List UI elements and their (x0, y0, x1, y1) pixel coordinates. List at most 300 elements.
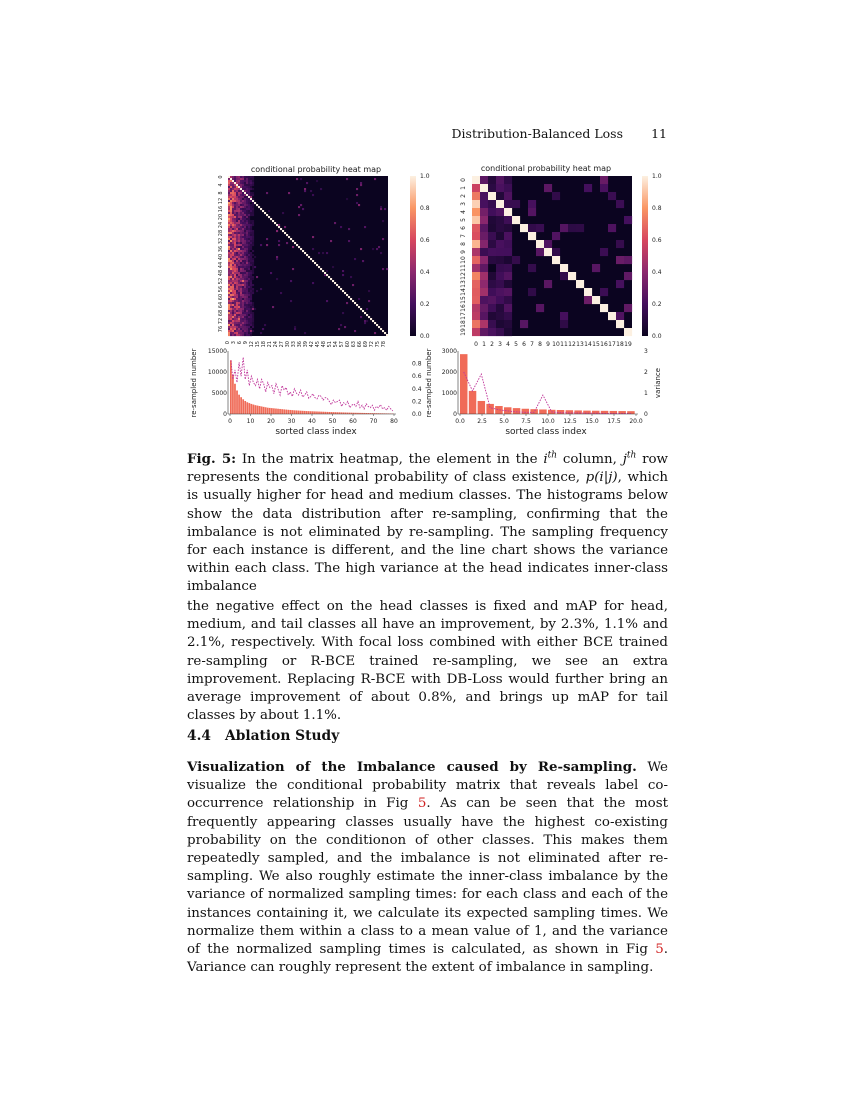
heatmap-cell (232, 242, 234, 244)
right-y-tick-label: 2 (644, 369, 648, 376)
heatmap-cell (244, 250, 246, 252)
heatmap-x-tick: 36 (297, 341, 303, 348)
heatmap-cell (234, 300, 236, 302)
heatmap-cell (248, 236, 250, 238)
heatmap-cell (238, 248, 240, 250)
heatmap-cell (236, 238, 238, 240)
heatmap-cell (232, 248, 234, 250)
heatmap-cell (236, 216, 238, 218)
heatmap-cell (250, 262, 252, 264)
heatmap-cell (230, 326, 232, 328)
heatmap-cell (248, 202, 250, 204)
heatmap-cell (256, 290, 258, 292)
heatmap-y-tick: 7 (460, 234, 467, 238)
figure-5 (0, 0, 850, 440)
y-tick-label: 5000 (211, 390, 227, 397)
heatmap-cell (240, 250, 242, 252)
heatmap-cell (236, 210, 238, 212)
heatmap-cell (248, 252, 250, 254)
heatmap-cell (246, 266, 248, 268)
heatmap-cell (230, 230, 232, 232)
heatmap-cell (488, 248, 496, 256)
heatmap-cell (242, 224, 244, 226)
heatmap-cell (236, 304, 238, 306)
heatmap-cell (242, 258, 244, 260)
heatmap-cell (472, 208, 480, 216)
heatmap-y-tick: 12 (460, 272, 467, 280)
heatmap-cell (342, 274, 344, 276)
heatmap-cell (242, 228, 244, 230)
heatmap-cell (228, 200, 230, 202)
heatmap-cell (244, 294, 246, 296)
heatmap-cell (350, 298, 352, 300)
heatmap-cell (228, 192, 230, 194)
heatmap-cell (234, 288, 236, 290)
heatmap-cell (480, 296, 488, 304)
heatmap-cell (228, 250, 230, 252)
heatmap-cell (250, 306, 252, 308)
heatmap-cell (228, 178, 230, 180)
heatmap-cell (230, 188, 232, 190)
heatmap-cell (312, 260, 314, 262)
heatmap-cell (238, 188, 240, 190)
heatmap-cell (252, 242, 254, 244)
heatmap-cell (236, 226, 238, 228)
heatmap-cell (230, 272, 232, 274)
heatmap-cell (624, 256, 632, 264)
heatmap-cell (244, 230, 246, 232)
heatmap-cell (246, 230, 248, 232)
right-y-tick-label: 0.6 (412, 373, 422, 381)
heatmap-x-tick: 27 (279, 341, 285, 348)
heatmap-cell (250, 212, 252, 214)
heatmap-cell (338, 286, 340, 288)
heatmap-cell (240, 324, 242, 326)
heatmap-cell (480, 256, 488, 264)
heatmap-cell (234, 248, 236, 250)
heatmap-cell (236, 268, 238, 270)
heatmap-cell (228, 260, 230, 262)
heatmap-cell (240, 178, 242, 180)
histogram-bar (513, 408, 520, 414)
heatmap-cell (228, 232, 230, 234)
heatmap-cell (326, 270, 328, 272)
heatmap-y-tick: 40 (218, 253, 224, 261)
heatmap-cell (236, 266, 238, 268)
right-histogram-y-ticks (442, 348, 457, 418)
heatmap-cell (246, 224, 248, 226)
heatmap-cell (272, 220, 274, 222)
heatmap-cell (238, 238, 240, 240)
heatmap-cell (234, 234, 236, 236)
heatmap-cell (240, 262, 242, 264)
heatmap-y-tick: 3 (460, 202, 467, 206)
heatmap-cell (244, 316, 246, 318)
heatmap-cell (240, 306, 242, 308)
heatmap-cell (308, 256, 310, 258)
heatmap-cell (230, 180, 232, 182)
heatmap-cell (228, 334, 230, 336)
heatmap-cell (242, 286, 244, 288)
heatmap-cell (246, 322, 248, 324)
heatmap-cell (234, 276, 236, 278)
heatmap-cell (232, 190, 234, 192)
heatmap-y-tick: 17 (460, 312, 467, 320)
heatmap-cell (238, 178, 240, 180)
heatmap-cell (248, 232, 250, 234)
left-heatmap-cells (228, 176, 388, 336)
heatmap-cell (246, 260, 248, 262)
heatmap-cell (238, 194, 240, 196)
heatmap-cell (320, 268, 322, 270)
heatmap-cell (234, 194, 236, 196)
heatmap-cell (244, 318, 246, 320)
heatmap-cell (242, 238, 244, 240)
heatmap-cell (488, 192, 496, 200)
heatmap-cell (236, 286, 238, 288)
heatmap-cell (236, 246, 238, 248)
heatmap-cell (504, 232, 512, 240)
heatmap-cell (238, 224, 240, 226)
heatmap-cell (248, 278, 250, 280)
heatmap-cell (338, 328, 340, 330)
heatmap-cell (234, 220, 236, 222)
heatmap-cell (234, 260, 236, 262)
heatmap-cell (232, 226, 234, 228)
heatmap-cell (232, 312, 234, 314)
histogram-bar (469, 391, 476, 414)
heatmap-cell (242, 204, 244, 206)
heatmap-cell (240, 176, 242, 178)
heatmap-cell (252, 184, 254, 186)
heatmap-cell (246, 218, 248, 220)
heatmap-cell (238, 204, 240, 206)
heatmap-cell (230, 302, 232, 304)
heatmap-cell (230, 200, 232, 202)
heatmap-cell (238, 310, 240, 312)
y-tick-label: 3000 (441, 348, 457, 355)
heatmap-cell (230, 186, 232, 188)
heatmap-cell (240, 242, 242, 244)
heatmap-cell (238, 186, 240, 188)
heatmap-cell (250, 322, 252, 324)
page-number: 11 (651, 126, 667, 141)
heatmap-cell (382, 330, 384, 332)
right-y-tick-label: 0.8 (412, 360, 422, 368)
heatmap-cell (252, 276, 254, 278)
histogram-bar (557, 410, 564, 414)
figure-ref-link[interactable]: 5 (655, 942, 664, 958)
heatmap-cell (536, 240, 544, 248)
histogram-bar (244, 401, 246, 414)
heatmap-cell (248, 254, 250, 256)
heatmap-cell (236, 316, 238, 318)
heatmap-cell (248, 290, 250, 292)
heatmap-cell (228, 244, 230, 246)
heatmap-cell (234, 182, 236, 184)
heatmap-cell (230, 194, 232, 196)
heatmap-cell (248, 246, 250, 248)
heatmap-cell (254, 256, 256, 258)
heatmap-cell (254, 266, 256, 268)
heatmap-cell (244, 306, 246, 308)
heatmap-cell (294, 326, 296, 328)
heatmap-y-tick: 15 (460, 296, 467, 304)
heatmap-cell (248, 322, 250, 324)
heatmap-cell (240, 244, 242, 246)
x-tick-label: 30 (287, 418, 296, 425)
heatmap-cell (246, 210, 248, 212)
heatmap-cell (528, 224, 536, 232)
heatmap-cell (246, 184, 248, 186)
heatmap-cell (242, 300, 244, 302)
heatmap-cell (234, 244, 236, 246)
heatmap-cell (248, 268, 250, 270)
heatmap-cell (276, 230, 278, 232)
heatmap-cell (496, 256, 504, 264)
heatmap-cell (238, 328, 240, 330)
heatmap-cell (244, 246, 246, 248)
heatmap-cell (244, 332, 246, 334)
heatmap-cell (232, 322, 234, 324)
heatmap-x-tick: 24 (273, 341, 279, 348)
section-heading (187, 728, 668, 744)
heatmap-cell (248, 318, 250, 320)
heatmap-cell (236, 292, 238, 294)
heatmap-cell (250, 292, 252, 294)
heatmap-cell (246, 326, 248, 328)
heatmap-cell (504, 288, 512, 296)
heatmap-cell (232, 178, 234, 180)
right-y-tick-label: 0.4 (412, 385, 422, 393)
heatmap-cell (504, 184, 512, 192)
left-histogram-x-ticks (228, 414, 398, 425)
x-tick-label: 5.0 (499, 418, 509, 425)
heatmap-cell (282, 230, 284, 232)
heatmap-cell (496, 328, 504, 336)
heatmap-cell (236, 334, 238, 336)
heatmap-cell (252, 192, 254, 194)
heatmap-cell (240, 198, 242, 200)
heatmap-cell (246, 324, 248, 326)
heatmap-cell (276, 256, 278, 258)
histogram-bar (566, 410, 573, 414)
heatmap-y-tick: 0 (460, 178, 467, 182)
heatmap-x-tick: 78 (381, 341, 387, 348)
heatmap-cell (240, 224, 242, 226)
heatmap-cell (258, 206, 260, 208)
heatmap-cell (234, 232, 236, 234)
heatmap-cell (228, 188, 230, 190)
heatmap-cell (248, 184, 250, 186)
heatmap-x-tick: 16 (600, 341, 608, 348)
heatmap-cell (242, 222, 244, 224)
heatmap-y-tick: 32 (218, 237, 224, 245)
heatmap-cell (386, 334, 388, 336)
heatmap-cell (242, 334, 244, 336)
heatmap-cell (228, 206, 230, 208)
heatmap-cell (248, 296, 250, 298)
heatmap-cell (244, 182, 246, 184)
heatmap-cell (624, 328, 632, 336)
heatmap-cell (228, 216, 230, 218)
heatmap-cell (240, 204, 242, 206)
right-histogram-ylabel: re-sampled number (425, 348, 433, 418)
heatmap-cell (260, 208, 262, 210)
heatmap-cell (238, 250, 240, 252)
heatmap-cell (380, 208, 382, 210)
heatmap-cell (234, 206, 236, 208)
heatmap-cell (242, 268, 244, 270)
right-histogram-bars (460, 354, 635, 414)
heatmap-cell (346, 294, 348, 296)
heatmap-cell (242, 332, 244, 334)
heatmap-cell (228, 202, 230, 204)
heatmap-cell (250, 304, 252, 306)
heatmap-cell (242, 284, 244, 286)
heatmap-cell (228, 274, 230, 276)
heatmap-cell (248, 234, 250, 236)
heatmap-cell (232, 270, 234, 272)
heatmap-cell (248, 312, 250, 314)
heatmap-cell (250, 282, 252, 284)
heatmap-cell (248, 274, 250, 276)
heatmap-cell (472, 304, 480, 312)
heatmap-cell (528, 232, 536, 240)
heatmap-cell (244, 304, 246, 306)
heatmap-cell (250, 312, 252, 314)
heatmap-cell (230, 214, 232, 216)
heatmap-cell (248, 200, 250, 202)
heatmap-cell (472, 296, 480, 304)
heatmap-cell (266, 214, 268, 216)
heatmap-cell (250, 308, 252, 310)
heatmap-cell (472, 224, 480, 232)
caption-i-symbol: i (543, 452, 548, 467)
heatmap-cell (236, 296, 238, 298)
heatmap-cell (248, 304, 250, 306)
heatmap-y-tick: 1 (460, 186, 467, 190)
heatmap-cell (230, 304, 232, 306)
heatmap-cell (248, 266, 250, 268)
heatmap-cell (616, 256, 624, 264)
heatmap-cell (248, 212, 250, 214)
heatmap-cell (292, 240, 294, 242)
heatmap-cell (248, 270, 250, 272)
heatmap-cell (240, 328, 242, 330)
heatmap-x-tick: 6 (237, 341, 243, 345)
heatmap-cell (234, 180, 236, 182)
heatmap-cell (228, 284, 230, 286)
heatmap-cell (242, 290, 244, 292)
heatmap-cell (248, 190, 250, 192)
heatmap-cell (236, 214, 238, 216)
heatmap-cell (236, 320, 238, 322)
right-histogram (425, 348, 662, 437)
heatmap-cell (480, 240, 488, 248)
heatmap-cell (248, 262, 250, 264)
heatmap-cell (248, 182, 250, 184)
heatmap-cell (232, 180, 234, 182)
heatmap-cell (230, 246, 232, 248)
heatmap-cell (248, 222, 250, 224)
heatmap-cell (496, 216, 504, 224)
heatmap-cell (232, 192, 234, 194)
heatmap-cell (240, 260, 242, 262)
heatmap-cell (232, 236, 234, 238)
histogram-bar (316, 411, 318, 414)
heatmap-cell (232, 262, 234, 264)
heatmap-cell (244, 218, 246, 220)
heatmap-cell (238, 270, 240, 272)
heatmap-x-tick: 0 (225, 341, 231, 345)
section-number: 4.4 (187, 728, 212, 744)
heatmap-cell (234, 246, 236, 248)
heatmap-cell (496, 272, 504, 280)
heatmap-cell (236, 204, 238, 206)
heatmap-cell (244, 292, 246, 294)
histogram-bar (318, 412, 320, 414)
heatmap-cell (242, 226, 244, 228)
heatmap-cell (238, 200, 240, 202)
heatmap-cell (232, 204, 234, 206)
heatmap-cell (266, 192, 268, 194)
heatmap-y-tick: 28 (218, 229, 224, 237)
heatmap-cell (254, 202, 256, 204)
heatmap-cell (230, 260, 232, 262)
histogram-bar (248, 403, 250, 414)
heatmap-cell (232, 220, 234, 222)
heatmap-cell (252, 194, 254, 196)
x-tick-label: 0.0 (455, 418, 465, 425)
heatmap-cell (348, 296, 350, 298)
heatmap-cell (252, 210, 254, 212)
heatmap-cell (252, 322, 254, 324)
heatmap-cell (248, 238, 250, 240)
heatmap-cell (286, 242, 288, 244)
heatmap-cell (244, 310, 246, 312)
heatmap-x-tick: 60 (345, 341, 351, 348)
heatmap-cell (238, 280, 240, 282)
paragraph-2-text-2: . As can be seen that the most frequently appearing classes usually have the highest co-existing probability on the conditionon of other classes. This makes them repeatedly sampled, and the imbalance is not eliminated after re-sampling. We also roughly estimate the inner-class imbalance by the variance of normalized sampling times: for each class and each of the instances containing it, we calculate its expected sampling times. We normalize them within a class to a mean value of 1, and the variance of the normalized sampling times is calculated, as shown in Fig (187, 796, 668, 958)
heatmap-cell (236, 190, 238, 192)
figure-ref-link[interactable]: 5 (417, 796, 427, 812)
heatmap-cell (228, 308, 230, 310)
heatmap-cell (248, 280, 250, 282)
heatmap-cell (250, 238, 252, 240)
heatmap-cell (242, 232, 244, 234)
heatmap-cell (512, 200, 520, 208)
heatmap-cell (300, 204, 302, 206)
heatmap-cell (234, 196, 236, 198)
heatmap-cell (236, 202, 238, 204)
heatmap-x-tick: 12 (568, 341, 576, 348)
heatmap-cell (238, 242, 240, 244)
heatmap-cell (228, 288, 230, 290)
heatmap-cell (242, 192, 244, 194)
heatmap-cell (246, 328, 248, 330)
heatmap-cell (246, 264, 248, 266)
heatmap-cell (244, 196, 246, 198)
heatmap-cell (246, 334, 248, 336)
heatmap-x-tick: 21 (267, 341, 273, 348)
heatmap-cell (244, 260, 246, 262)
heatmap-cell (246, 214, 248, 216)
x-tick-label: 20.0 (629, 418, 643, 425)
heatmap-cell (250, 320, 252, 322)
heatmap-cell (250, 232, 252, 234)
heatmap-cell (240, 304, 242, 306)
